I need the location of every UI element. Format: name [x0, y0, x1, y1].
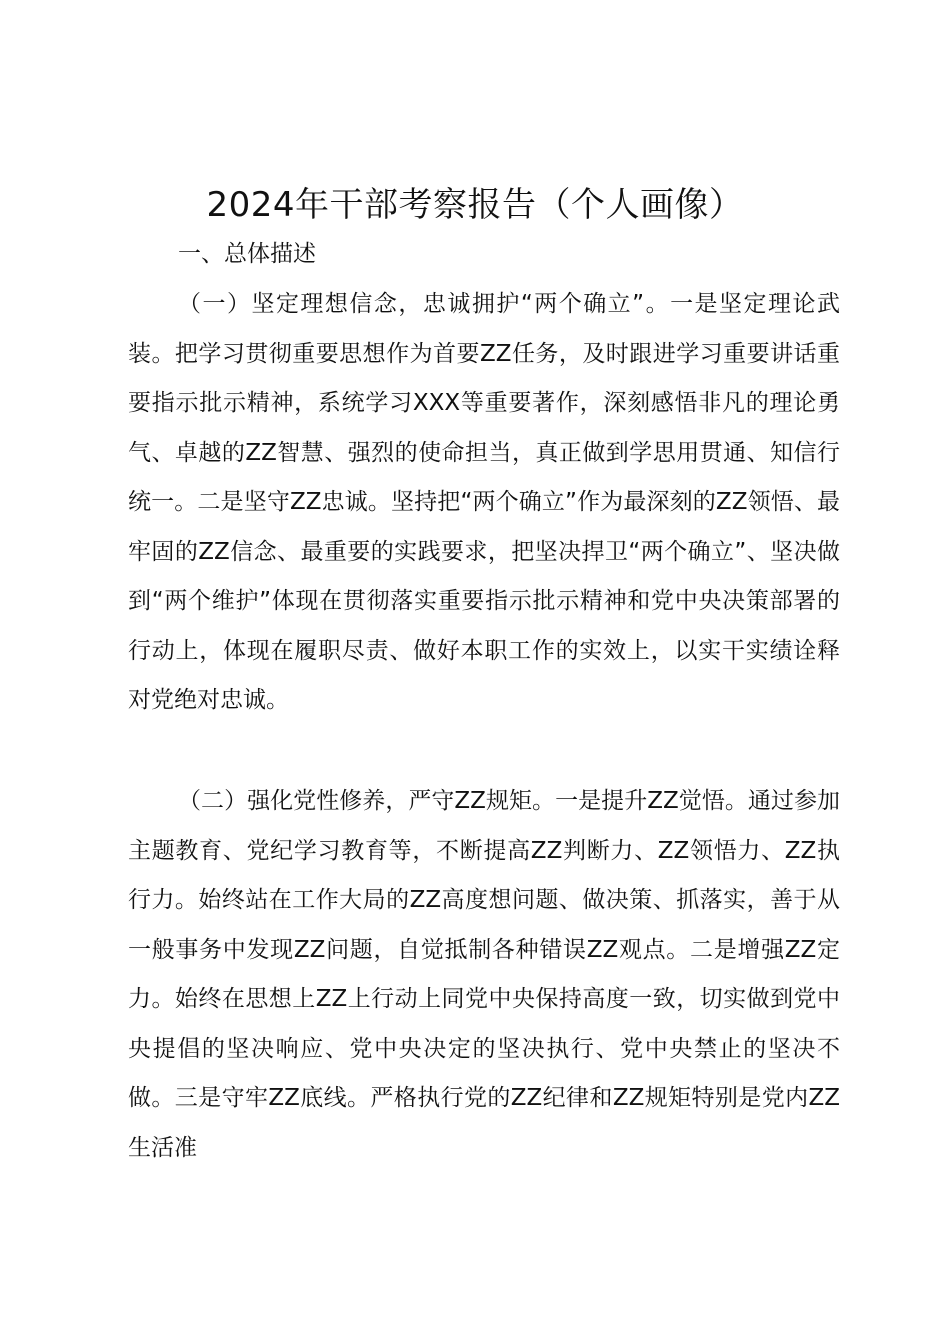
paragraph-1: （一）坚定理想信念，忠诚拥护“两个确立”。一是坚定理论武装。把学习贯彻重要思想作为首要ZZ任务，及时跟进学习重要讲话重要指示批示精神，系统学习XXX等重要著作，深刻感悟非凡的理论勇气、卓越的ZZ智慧、强烈的使命担当，真正做到学思用贯通、知信行统一。二是坚守ZZ忠诚。坚持把“两个确立”作为最深刻的ZZ领悟、最牢固的ZZ信念、最重要的实践要求，把坚决捍卫“两个确立”、坚决做到“两个维护”体现在贯彻落实重要指示批示精神和党中央决策部署的行动上，体现在履职尽责、做好本职工作的实效上，以实干实绩诠释对党绝对忠诚。 — [128, 291, 840, 713]
document-title: 2024年干部考察报告（个人画像） — [206, 185, 744, 225]
section-heading: 一、总体描述 — [178, 241, 316, 267]
paragraph-2: （二）强化党性修养，严守ZZ规矩。一是提升ZZ觉悟。通过参加主题教育、党纪学习教育等，不断提高ZZ判断力、ZZ领悟力、ZZ执行力。始终站在工作大局的ZZ高度想问题、做决策、抓落实，善于从一般事务中发现ZZ问题，自觉抵制各种错误ZZ观点。二是增强ZZ定力。始终在思想上ZZ上行动上同党中央保持高度一致，切实做到党中央提倡的坚决响应、党中央决定的坚决执行、党中央禁止的坚决不做。三是守牢ZZ底线。严格执行党的ZZ纪律和ZZ规矩特别是党内ZZ生活准 — [128, 788, 840, 1161]
